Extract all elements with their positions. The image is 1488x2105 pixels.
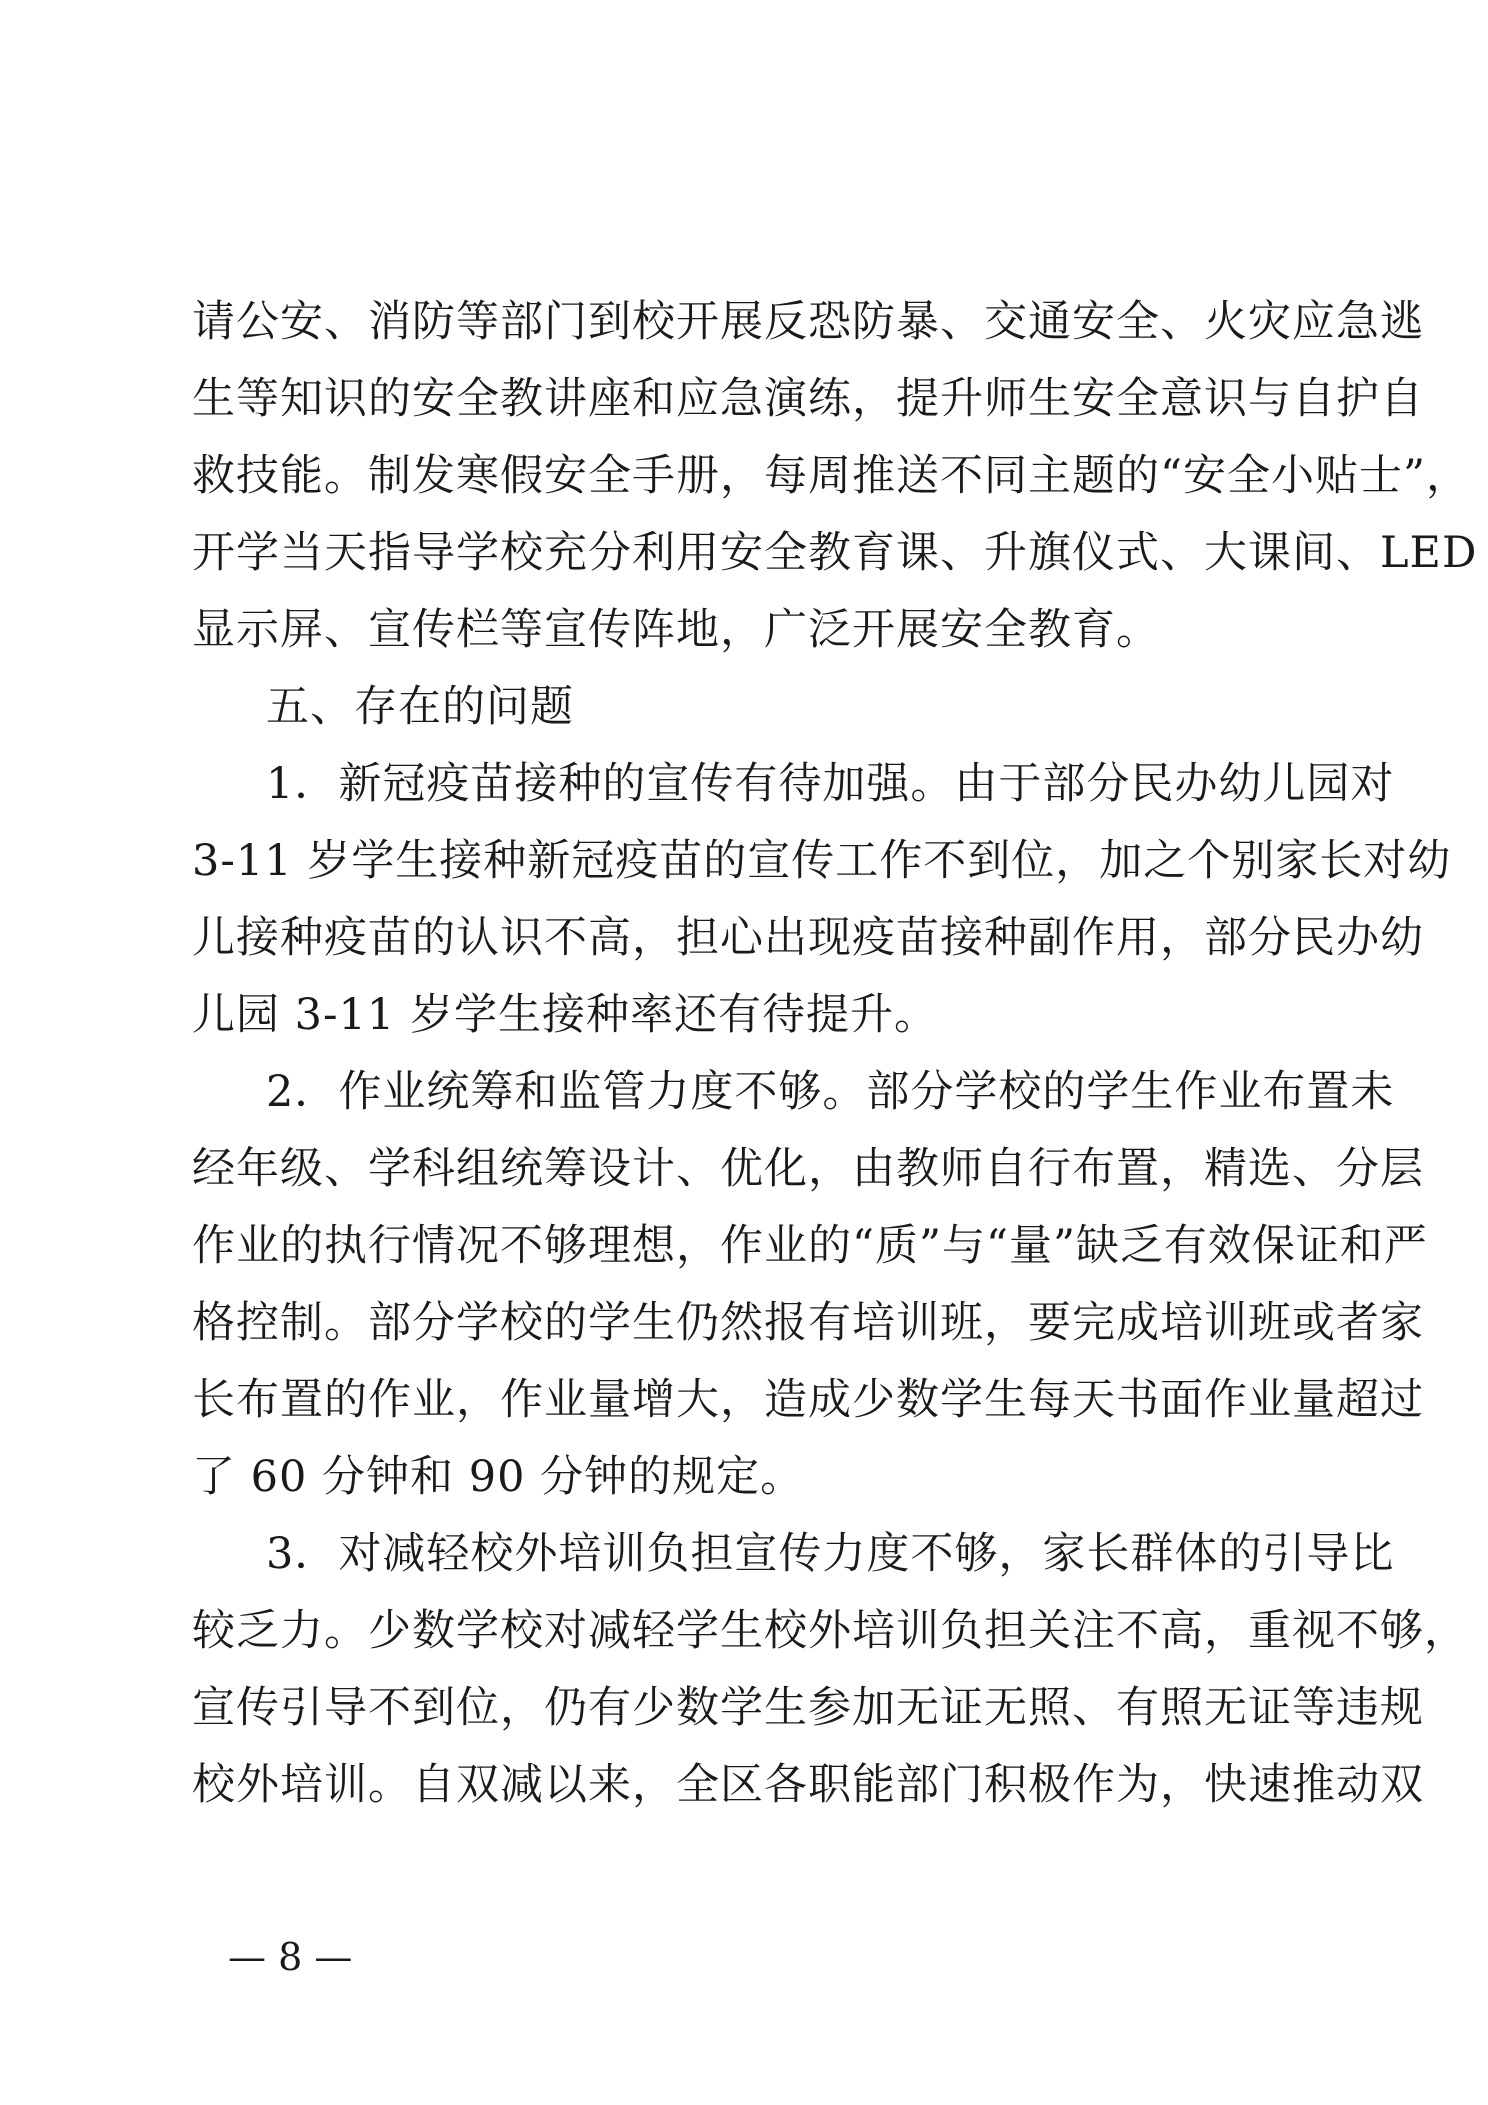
text-line: 2．作业统筹和监管力度不够。部分学校的学生作业布置未: [266, 1067, 1395, 1117]
text-line: 校外培训。自双减以来，全区各职能部门积极作为，快速推动双: [192, 1760, 1424, 1810]
text-line: 显示屏、宣传栏等宣传阵地，广泛开展安全教育。: [192, 605, 1160, 655]
text-line: 开学当天指导学校充分利用安全教育课、升旗仪式、大课间、LED: [192, 528, 1478, 578]
text-line: 作业的执行情况不够理想，作业的“质”与“量”缺乏有效保证和严: [192, 1221, 1428, 1271]
text-line: 请公安、消防等部门到校开展反恐防暴、交通安全、火灾应急逃: [192, 297, 1424, 347]
text-line: 格控制。部分学校的学生仍然报有培训班，要完成培训班或者家: [192, 1298, 1424, 1348]
text-line: 较乏力。少数学校对减轻学生校外培训负担关注不高，重视不够，: [192, 1606, 1468, 1656]
text-line: 儿接种疫苗的认识不高，担心出现疫苗接种副作用，部分民办幼: [192, 913, 1424, 963]
text-line: 3-11 岁学生接种新冠疫苗的宣传工作不到位，加之个别家长对幼: [192, 836, 1452, 886]
text-line: 长布置的作业，作业量增大，造成少数学生每天书面作业量超过: [192, 1375, 1424, 1425]
text-line: 3．对减轻校外培训负担宣传力度不够，家长群体的引导比: [266, 1529, 1395, 1579]
text-line: 了 60 分钟和 90 分钟的规定。: [192, 1452, 805, 1502]
text-line: 宣传引导不到位，仍有少数学生参加无证无照、有照无证等违规: [192, 1683, 1424, 1733]
text-line: 经年级、学科组统筹设计、优化，由教师自行布置，精选、分层: [192, 1144, 1424, 1194]
section-heading: 五、存在的问题: [266, 682, 574, 732]
text-line: 生等知识的安全教讲座和应急演练，提升师生安全意识与自护自: [192, 374, 1424, 424]
text-line: 1．新冠疫苗接种的宣传有待加强。由于部分民办幼儿园对: [266, 759, 1395, 809]
text-line: 儿园 3-11 岁学生接种率还有待提升。: [192, 990, 938, 1040]
page-number: — 8 —: [228, 1935, 353, 1979]
text-line: 救技能。制发寒假安全手册，每周推送不同主题的“安全小贴士”，: [192, 451, 1470, 501]
